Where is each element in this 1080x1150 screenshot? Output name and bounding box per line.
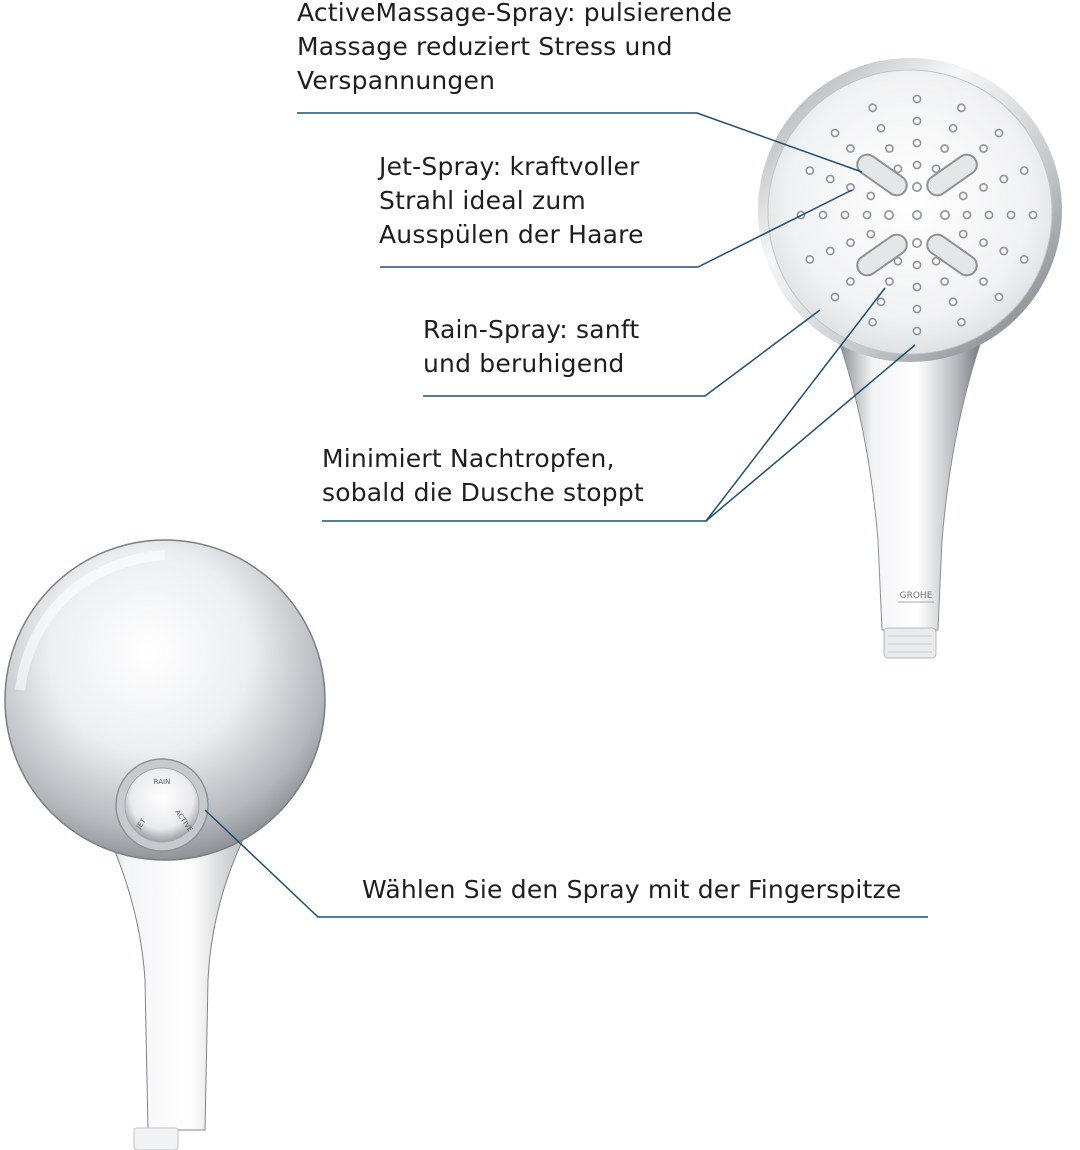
nozzle [827,247,834,254]
annotation-active-massage [297,0,732,98]
button-label-rain: RAIN [153,778,171,786]
annotation-line: Jet-Spray: kraftvoller [379,152,640,181]
nozzle [1021,256,1028,263]
annotation-line: Wählen Sie den Spray mit der Fingerspitze [362,875,902,904]
nozzle [867,231,874,238]
nozzle [827,175,834,182]
nozzle [913,211,921,219]
nozzle [913,239,921,247]
annotation-line: ActiveMassage-Spray: pulsierende [297,0,733,27]
nozzle [985,211,992,218]
annotation-rain-spray [423,313,639,381]
nozzle [913,283,920,290]
nozzle [885,211,893,219]
nozzle [1029,211,1036,218]
brand-logo: GROHE [899,591,933,601]
annotation-line: Ausspülen der Haare [379,220,644,249]
annotation-selector-button [362,873,901,907]
annotation-line: sobald die Dusche stoppt [322,478,644,507]
nozzle [980,278,987,285]
nozzle [958,104,965,111]
nozzle [960,231,967,238]
nozzle [960,192,967,199]
nozzle [869,319,876,326]
nozzle [941,211,949,219]
nozzle [841,211,848,218]
front-shower-head [758,58,1062,658]
annotation-drip [322,442,644,510]
nozzle [1021,167,1028,174]
nozzle [913,327,920,334]
nozzle [1007,211,1014,218]
nozzle [913,117,920,124]
nozzle [869,104,876,111]
nozzle [806,256,813,263]
nozzle [819,211,826,218]
nozzle [877,298,884,305]
back-shower-head [5,540,325,1150]
nozzle [958,319,965,326]
button-label-active: ACTIVE [173,808,195,834]
nozzle [831,293,838,300]
nozzle [913,183,921,191]
nozzle [847,278,854,285]
annotation-line: Strahl ideal zum [379,186,586,215]
nozzle [949,125,956,132]
nozzle [913,139,920,146]
nozzle [913,161,920,168]
nozzle [847,239,854,246]
nozzle [886,278,893,285]
nozzle [980,184,987,191]
annotation-line: Minimiert Nachtropfen, [322,444,615,473]
annotation-line: Massage reduziert Stress und [297,32,673,61]
nozzle [913,261,920,268]
nozzle [847,145,854,152]
annotation-line: Rain-Spray: sanft [423,315,640,344]
nozzle [941,278,948,285]
nozzle [806,167,813,174]
nozzle [886,145,893,152]
annotation-line: Verspannungen [297,66,496,95]
nozzle [913,95,920,102]
button-label-jet: JET [134,817,148,831]
nozzle [963,211,970,218]
nozzle [995,129,1002,136]
spray-selector-button [116,759,208,851]
nozzle [995,293,1002,300]
annotation-jet-spray [379,150,644,252]
nozzle [1000,175,1007,182]
nozzle [877,125,884,132]
annotation-line: und beruhigend [423,349,625,378]
nozzle [980,239,987,246]
nozzle [949,298,956,305]
nozzle [1000,247,1007,254]
nozzle [831,129,838,136]
nozzle [913,305,920,312]
nozzle [941,145,948,152]
nozzle [863,211,870,218]
nozzle [867,192,874,199]
nozzle [980,145,987,152]
